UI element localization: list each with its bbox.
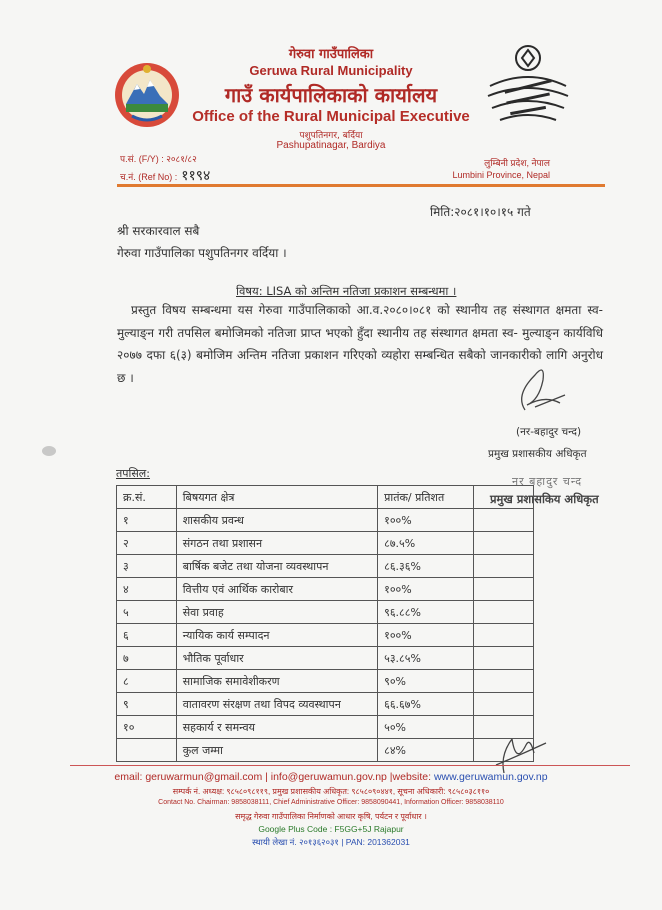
- header-remarks: [474, 486, 534, 509]
- cell-percent: ८४%: [378, 739, 474, 762]
- footer-slogan: समृद्ध गेरुवा गाउँपालिका निर्माणको आधार कृषि, पर्यटन र पूर्वाधार ।: [235, 812, 427, 821]
- cell-sn: ८: [117, 670, 177, 693]
- website-link[interactable]: www.geruwamun.gov.np: [433, 771, 548, 783]
- cell-remarks: [474, 601, 534, 624]
- cell-area: न्यायिक कार्य सम्पादन: [176, 624, 377, 647]
- footer-phone-english: Contact No. Chairman: 9858038111, Chief Administrative Officer: 9858090441, Information Officer: 9858038110: [158, 799, 504, 806]
- cell-percent: १००%: [378, 509, 474, 532]
- province-nepali: लुम्बिनी प्रदेश, नेपाल: [484, 158, 550, 168]
- cell-area: भौतिक पूर्वाधार: [176, 647, 377, 670]
- signature-icon: [505, 355, 575, 420]
- smudge-mark: [42, 446, 56, 456]
- cell-percent: ५३.८५%: [378, 647, 474, 670]
- address-nepali: पशुपतिनगर, बर्दिया: [299, 131, 363, 141]
- cell-remarks: [474, 532, 534, 555]
- cell-area: कुल जम्मा: [176, 739, 377, 762]
- table-caption: तपसिल:: [116, 467, 150, 480]
- stamp-title: प्रमुख प्रशासकिय अधिकृत: [490, 492, 599, 506]
- cell-remarks: [474, 509, 534, 532]
- cell-sn: ९: [117, 693, 177, 716]
- cell-percent: ६६.६७%: [378, 693, 474, 716]
- cell-remarks: [474, 670, 534, 693]
- cell-sn: ३: [117, 555, 177, 578]
- cell-sn: १०: [117, 716, 177, 739]
- cell-remarks: [474, 578, 534, 601]
- ref-no-line: [120, 166, 210, 185]
- cell-sn: ५: [117, 601, 177, 624]
- table-row: [117, 532, 534, 555]
- signer-title: प्रमुख प्रशासकीय अधिकृत: [488, 448, 587, 460]
- table-row: [117, 578, 534, 601]
- cell-sn: ७: [117, 647, 177, 670]
- office-name-nepali: गाउँ कार्यपालिकाको कार्यालय: [224, 83, 438, 107]
- letter-body: प्रस्तुत विषय सम्बन्धमा यस गेरुवा गाउँपालिकाको आ.व.२०८०।०८१ को स्थानीय तह संस्थागत क्षमता स्व- मुल्याङ्न गरी तपसिल बमोजिमको नतिजा प्राप्त भएको हुँदा स्थानीय तह संस्थागत क्षमता स्व- मुल्याङ्न कार्यविधि २०७७ दफा ६(३) बमोजिम अन्तिम नतिजा प्रकाशन गरिएको व्यहोरा सम्बन्धित सबैको जानकारीको लागि अनुरोध छ ।: [117, 303, 603, 385]
- cell-remarks: [474, 555, 534, 578]
- table-row: [117, 693, 534, 716]
- cell-percent: ८७.५%: [378, 532, 474, 555]
- office-name-english: Office of the Rural Municipal Executive: [192, 108, 470, 125]
- cell-sn: १: [117, 509, 177, 532]
- table-row: [117, 509, 534, 532]
- cell-area: वित्तीय एवं आर्थिक कारोबार: [176, 578, 377, 601]
- cell-area: सामाजिक समावेशीकरण: [176, 670, 377, 693]
- org-name-nepali: गेरुवा गाउँपालिका: [288, 47, 374, 62]
- org-name-english: Geruwa Rural Municipality: [249, 63, 413, 78]
- total-row: [117, 739, 534, 762]
- cell-area: संगठन तथा प्रशासन: [176, 532, 377, 555]
- footer-divider: [70, 765, 630, 766]
- cell-percent: ९६.८८%: [378, 601, 474, 624]
- header-percent: प्रातंक/ प्रतिशत: [378, 486, 474, 509]
- cell-percent: ८६.३६%: [378, 555, 474, 578]
- cell-sn: ४: [117, 578, 177, 601]
- ref-no-label: च.नं. (Ref No) :: [120, 172, 178, 182]
- footer-pan: स्थायी लेखा नं. २०१३६२०३१ | PAN: 201362031: [252, 837, 410, 847]
- province-english: Lumbini Province, Nepal: [452, 170, 550, 180]
- addressee-line-2: गेरुवा गाउँपालिका पशुपतिनगर वर्दिया ।: [117, 246, 287, 260]
- cell-area: वातावरण संरक्षण तथा विपद व्यवस्थापन: [176, 693, 377, 716]
- table-row: [117, 624, 534, 647]
- cell-sn: [117, 739, 177, 762]
- cell-sn: ६: [117, 624, 177, 647]
- header-divider: [117, 184, 605, 187]
- addressee-line-1: श्री सरकारवाल सबै: [117, 224, 200, 238]
- cell-percent: १००%: [378, 624, 474, 647]
- footer-phone-nepali: सम्पर्क नं. अध्यक्ष: ९८५८०९८११९, प्रमुख प्रशासकीय अधिकृत: ९८५८०९०४४१, सूचना अधिकारी: ९८५८०३८११०: [172, 787, 490, 796]
- cell-remarks: [474, 693, 534, 716]
- results-table: [116, 485, 534, 762]
- office-seal-icon: [482, 36, 574, 136]
- cell-sn: २: [117, 532, 177, 555]
- table-row: [117, 670, 534, 693]
- signature-icon: [486, 725, 550, 777]
- address-english: Pashupatinagar, Bardiya: [276, 140, 386, 151]
- cell-percent: ९०%: [378, 670, 474, 693]
- table-header-row: [117, 486, 534, 509]
- table-row: [117, 647, 534, 670]
- footer-plus-code: Google Plus Code : F5GG+5J Rajapur: [258, 824, 404, 834]
- letter-date: मिति:२०८१।१०।१५ गते: [430, 205, 531, 219]
- header-area: बिषयगत क्षेत्र: [176, 486, 377, 509]
- cell-area: बार्षिक बजेट तथा योजना व्यवस्थापन: [176, 555, 377, 578]
- signer-name: (नर-बहादुर चन्द): [516, 426, 582, 438]
- letter-subject: विषय: LISA को अन्तिम नतिजा प्रकाशन सम्बन्धमा ।: [236, 284, 457, 298]
- table-row: [117, 601, 534, 624]
- ref-no-value: ११९४: [181, 168, 211, 184]
- cell-area: सेवा प्रवाह: [176, 601, 377, 624]
- cell-area: सहकार्य र समन्वय: [176, 716, 377, 739]
- cell-percent: ५०%: [378, 716, 474, 739]
- cell-percent: १००%: [378, 578, 474, 601]
- fiscal-year-label: प.सं. (F/Y) : २०८१/८२: [120, 154, 197, 164]
- header-sn: क्र.सं.: [117, 486, 177, 509]
- cell-remarks: [474, 647, 534, 670]
- cell-remarks: [474, 624, 534, 647]
- cell-area: शासकीय प्रवन्ध: [176, 509, 377, 532]
- table-row: [117, 716, 534, 739]
- table-row: [117, 555, 534, 578]
- footer-contact-email: [0, 771, 662, 783]
- stamp-name: नर बहादुर चन्द: [512, 475, 583, 488]
- footer-email-text: email: geruwarmun@gmail.com | info@geruwamun.gov.np |website:: [114, 771, 434, 783]
